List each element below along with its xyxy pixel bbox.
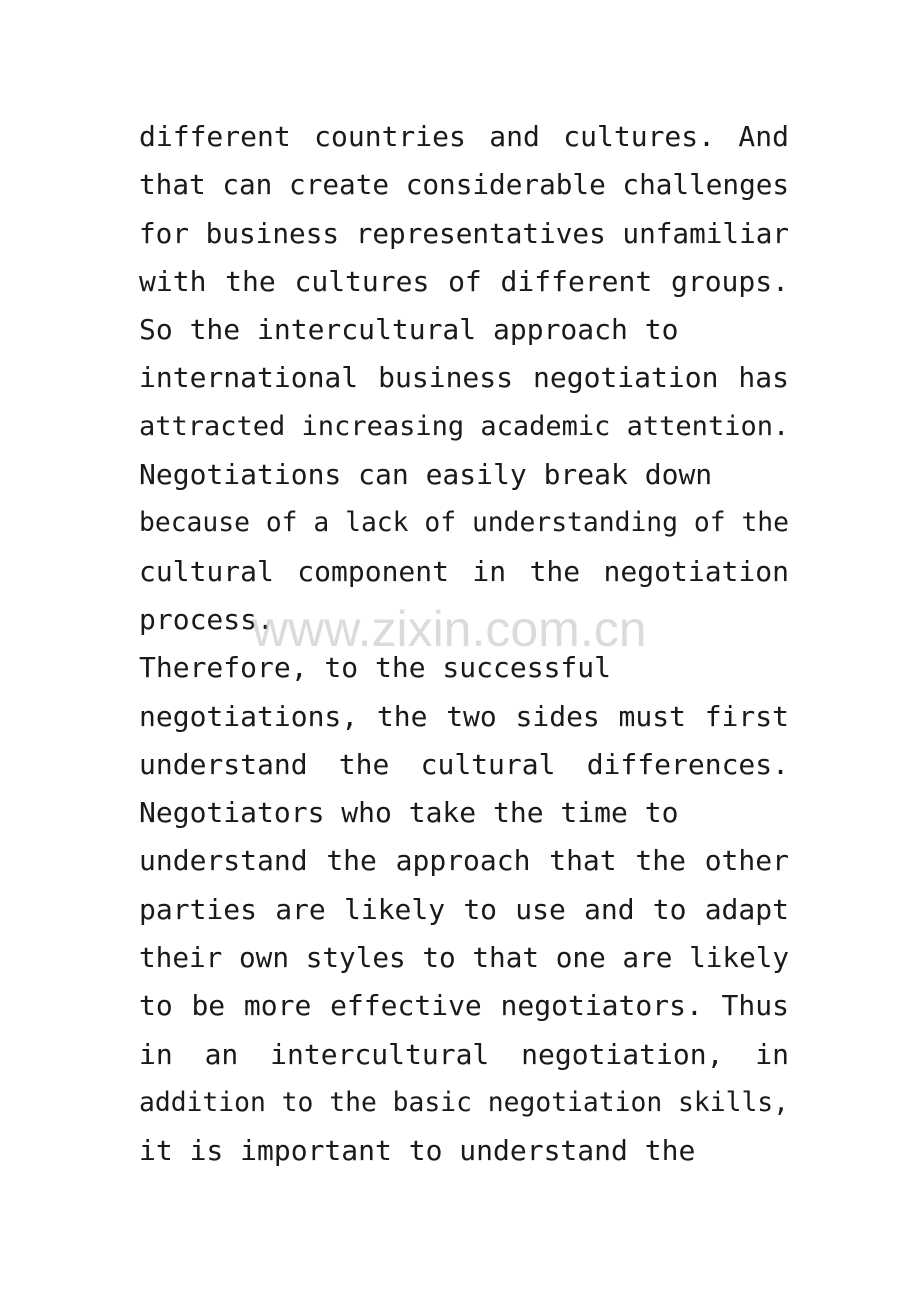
text-line: to be more effective negotiators. Thus bbox=[139, 989, 789, 1023]
text-line: that can create considerable challenges bbox=[139, 168, 790, 202]
text-line: because of a lack of understanding of the bbox=[139, 508, 789, 539]
text-line: cultural component in the negotiation bbox=[139, 554, 789, 588]
text-line: So the intercultural approach to bbox=[139, 313, 679, 347]
text-line: in an intercultural negotiation, in bbox=[139, 1037, 789, 1071]
text-line: their own styles to that one are likely bbox=[139, 941, 790, 975]
text-line: Negotiations can easily break down bbox=[139, 458, 713, 492]
text-line: understand the cultural differences. bbox=[139, 747, 789, 781]
text-line: addition to the basic negotiation skills, bbox=[139, 1087, 789, 1118]
text-line: Negotiators who take the time to bbox=[139, 796, 679, 830]
text-line: different countries and cultures. And bbox=[139, 120, 789, 153]
text-line: negotiations, the two sides must first bbox=[139, 699, 789, 733]
watermark: www.zixin.com.cn bbox=[252, 601, 647, 657]
text-line: Therefore, to the successful bbox=[139, 651, 612, 685]
text-line: with the cultures of different groups. bbox=[139, 264, 789, 298]
text-line: for business representatives unfamiliar bbox=[139, 216, 790, 250]
text-line: it is important to understand the bbox=[139, 1134, 696, 1168]
text-line: understand the approach that the other bbox=[139, 844, 789, 878]
text-line: parties are likely to use and to adapt bbox=[139, 892, 789, 926]
text-line: attracted increasing academic attention. bbox=[139, 410, 790, 442]
text-line: process. bbox=[139, 602, 274, 636]
text-line: international business negotiation has bbox=[139, 361, 789, 395]
